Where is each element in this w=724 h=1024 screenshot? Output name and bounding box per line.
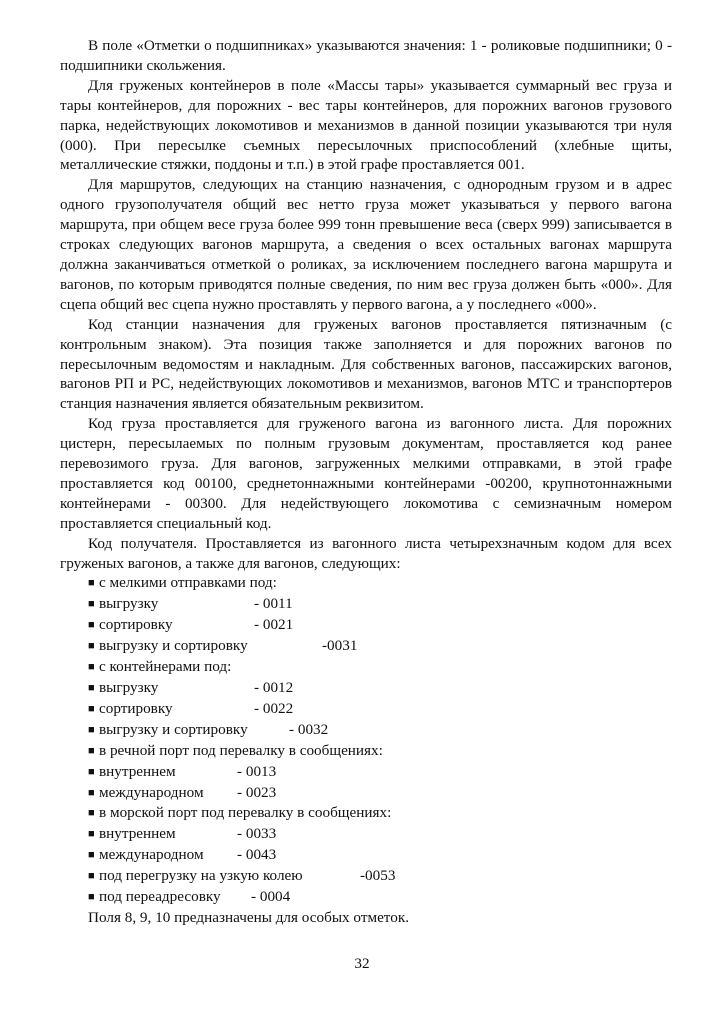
list-item-label: внутреннем	[99, 762, 176, 780]
list-item-code: - 0004	[251, 888, 291, 906]
list-item	[88, 741, 672, 762]
list-item-code: -0053	[360, 867, 396, 885]
list-item-label: международном	[99, 846, 204, 864]
bullet-icon: ■	[88, 870, 95, 883]
list-item	[88, 762, 672, 783]
list-item-label: выгрузку	[99, 595, 159, 613]
list-item	[88, 699, 672, 720]
list-item-code: - 0021	[254, 616, 294, 634]
bullet-icon: ■	[88, 640, 95, 653]
closing-paragraph: Поля 8, 9, 10 предназначены для особых отметок.	[88, 908, 410, 926]
list-item-code: -0031	[322, 637, 358, 655]
bullet-icon: ■	[88, 891, 95, 904]
bullet-icon: ■	[88, 828, 95, 841]
bullet-icon: ■	[88, 577, 95, 590]
list-item-label: под перегрузку на узкую колею	[99, 867, 303, 885]
paragraph-cargo-code: Код груза проставляется для груженого вагона из вагонного листа. Для порожних цистерн, пересылаемых по полным грузовым документам, проставляется код ранее перевозимого груза. Для вагонов, загруженных мелкими отправками, в этой графе проставляется код 00100, среднетоннажными контейнерами -00200, крупнотоннажными контейнерами - 00300. Для недействующего локомотива с семизначным номером проставляется специальный код.	[60, 415, 672, 532]
list-item-code: - 0023	[237, 783, 277, 801]
bullet-icon: ■	[88, 807, 95, 820]
page-number: 32	[354, 955, 370, 972]
list-item	[88, 615, 672, 636]
list-item-label: внутреннем	[99, 825, 176, 843]
list-item-code: - 0012	[254, 679, 294, 696]
bullet-icon: ■	[88, 619, 95, 632]
bullet-icon: ■	[88, 786, 95, 799]
list-item	[88, 678, 672, 699]
bullet-icon: ■	[88, 744, 95, 757]
list-item	[88, 783, 672, 804]
list-item	[88, 866, 672, 887]
receiver-code-list	[60, 573, 672, 908]
list-item	[88, 845, 672, 866]
list-item-label: международном	[99, 783, 204, 801]
bullet-icon: ■	[88, 765, 95, 778]
bullet-icon: ■	[88, 849, 95, 862]
bullet-icon: ■	[88, 702, 95, 715]
list-item-label: под переадресовку	[99, 888, 221, 906]
list-item-label: с мелкими отправками под:	[99, 574, 277, 592]
list-item-label: в морской порт под перевалку в сообщениях:	[99, 804, 392, 822]
bullet-icon: ■	[88, 723, 95, 736]
list-item-code: - 0032	[289, 720, 329, 738]
list-item-label: выгрузку и сортировку	[99, 637, 248, 655]
paragraph-tare-mass: Для груженых контейнеров в поле «Массы тары» указывается суммарный вес груза и тары контейнеров, для порожних - вес тары контейнеров, для порожних вагонов грузового парка, недействующих локомотивов и механизмов в данной позиции указываются три нуля (000). При пересылке съемных пересылочных приспособлений (хлебные щиты, металлические стяжки, поддоны и т.п.) в этой графе проставляется 001.	[60, 76, 672, 174]
list-item-code: - 0013	[237, 762, 277, 780]
list-item	[88, 887, 672, 908]
paragraph-receiver-code: Код получателя. Проставляется из вагонного листа четырехзначным кодом для всех груженых вагонов, а также для вагонов, следующих:	[60, 534, 672, 572]
paragraph-bearings: В поле «Отметки о подшипниках» указываются значения: 1 - роликовые подшипники; 0 - подшипники скольжения.	[60, 37, 672, 74]
paragraph-routes: Для маршрутов, следующих на станцию назначения, с однородным грузом и в адрес одного грузополучателя общий вес нетто груза может указываться у первого вагона маршрута, при общем весе груза более 999 тонн превышение веса (сверх 999) записывается в строках следующих вагонов маршрута, а сведения о всех остальных вагонах маршрута должна заканчиваться отметкой о роликах, за исключением последнего вагона маршрута и вагонов, по которым приводятся полные сведения, по ним вес груза должен быть «000». Для сцепа общий вес сцепа нужно проставлять у первого вагона, а у последнего «000».	[60, 176, 672, 313]
list-item-label: выгрузку	[99, 679, 159, 696]
list-item-code: - 0043	[237, 846, 277, 864]
list-item-label: выгрузку и сортировку	[99, 720, 248, 738]
document-page	[60, 36, 672, 928]
list-item	[88, 824, 672, 845]
bullet-icon: ■	[88, 598, 95, 611]
list-item	[88, 720, 672, 741]
list-item	[88, 594, 672, 615]
bullet-icon: ■	[88, 661, 95, 674]
bullet-icon: ■	[88, 682, 95, 694]
list-item-label: сортировку	[99, 699, 173, 717]
list-item-code: - 0011	[254, 595, 293, 613]
list-item	[88, 573, 672, 594]
list-item	[88, 636, 672, 657]
list-item	[88, 803, 672, 824]
list-item-label: в речной порт под перевалку в сообщениях:	[99, 741, 383, 759]
list-item-label: с контейнерами под:	[99, 658, 232, 676]
list-item-label: сортировку	[99, 616, 173, 634]
paragraph-destination-code: Код станции назначения для груженых вагонов проставляется пятизначным (с контрольным знаком). Эта позиция также заполняется и для порожних вагонов по пересылочным ведомостям и накладным. Для собственных вагонов, пассажирских вагонов, вагонов РП и РС, недействующих локомотивов и механизмов, вагонов МТС и транспортеров станция назначения является обязательным реквизитом.	[60, 315, 672, 413]
list-item-code: - 0022	[254, 699, 294, 717]
list-item-code: - 0033	[237, 825, 277, 843]
list-item	[88, 657, 672, 678]
